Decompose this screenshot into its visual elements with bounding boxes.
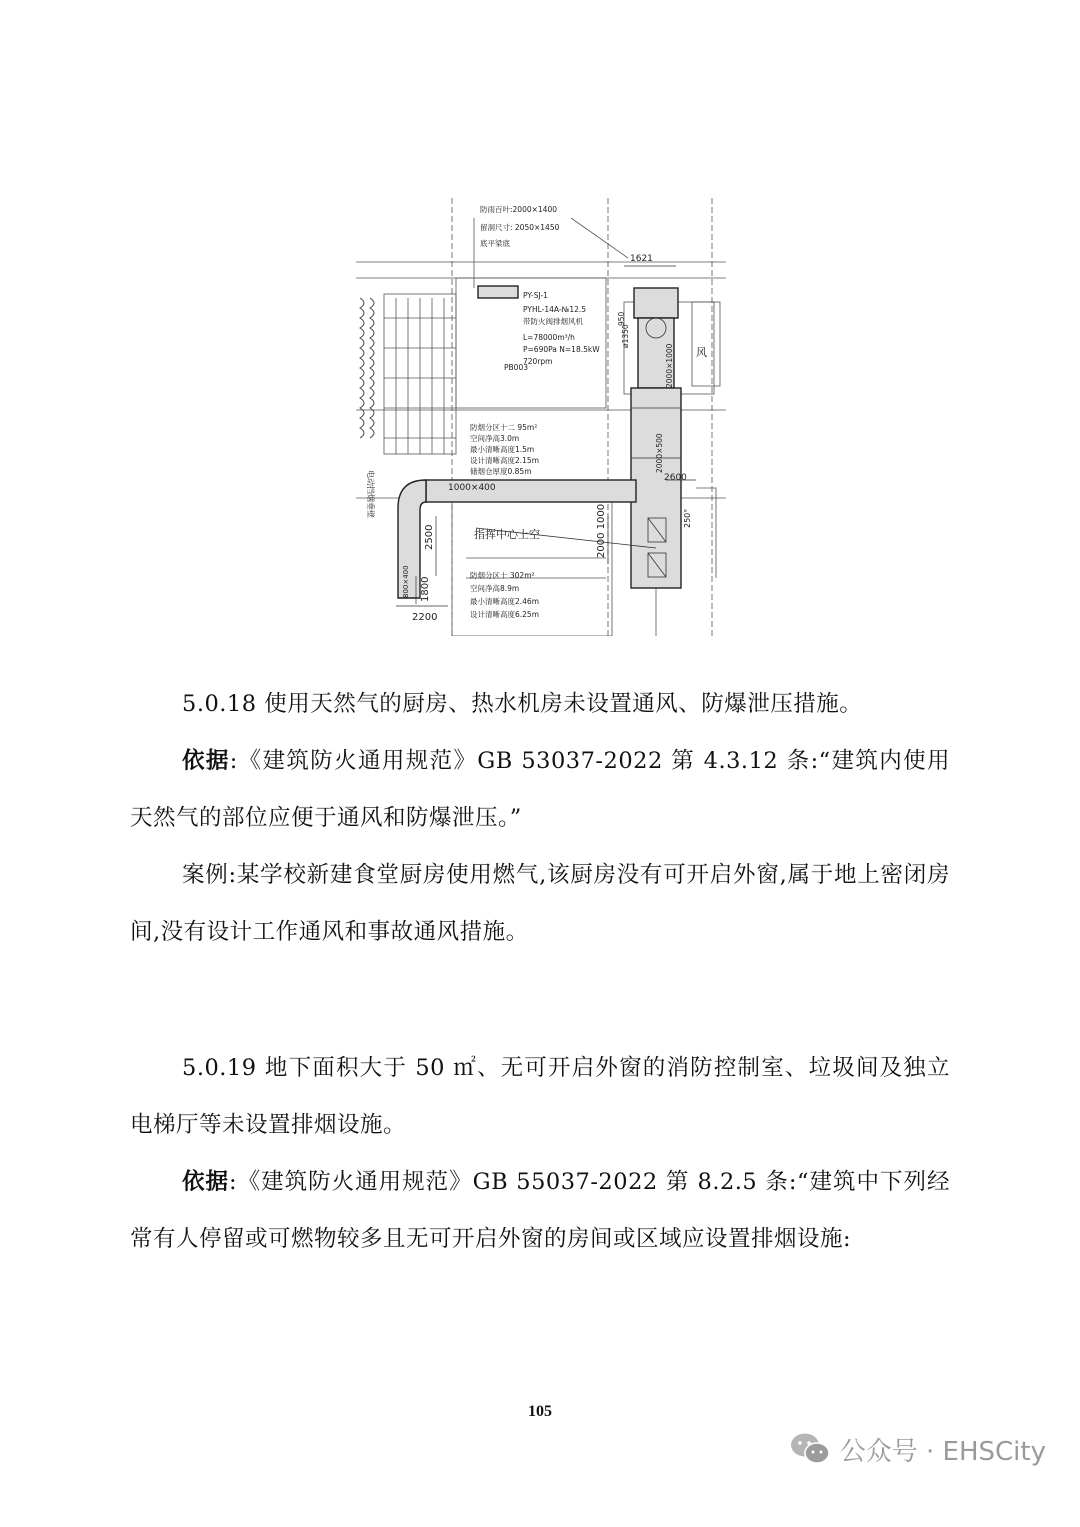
label-zone12-design-clear: 设计清晰高度2.15m <box>470 456 540 465</box>
label-zone12-height: 空间净高3.0m <box>470 434 520 443</box>
basis-text: :《建筑防火通用规范》GB 53037-2022 第 4.3.12 条:“建筑内使用天然气的部位应便于通风和防爆泄压。” <box>130 748 950 831</box>
label-fan-id: PY-SJ-1 <box>523 291 548 300</box>
label-zone10-min-clear: 最小清晰高度2.46m <box>470 597 540 606</box>
label-fan-pressure: P=690Pa N=18.5kW <box>523 345 600 354</box>
case-label: 案例 <box>182 862 229 888</box>
label-side-smoke-barrier: 电动挡烟垂壁 <box>366 470 375 518</box>
case-text: :某学校新建食堂厨房使用燃气,该厨房没有可开启外窗,属于地上密闭房间,没有设计工作通风和事故通风措施。 <box>130 862 950 945</box>
wechat-icon <box>790 1431 830 1467</box>
label-command-center: 指挥中心上空 <box>474 528 540 541</box>
label-zone10-title: 防烟分区十 302m² <box>470 571 535 580</box>
watermark <box>790 1429 1046 1469</box>
label-bottom-flush: 底平梁底 <box>480 239 510 248</box>
label-duct-1000x400: 1000×400 <box>448 483 496 493</box>
label-duct-2000x500: 2000×500 <box>655 433 664 473</box>
label-feng: 风 <box>696 346 707 359</box>
label-dim-950: 950 <box>617 311 626 326</box>
label-dim-1621: 1621 <box>630 254 653 264</box>
label-dim-2500: 2500 <box>424 524 435 550</box>
label-dim-2600: 2600 <box>664 473 687 483</box>
label-duct-2000x1000-vertical: 2000×1000 <box>665 343 674 388</box>
label-fan-room-opening: 防雨百叶:2000×1400 <box>480 205 557 214</box>
label-zone12-title: 防烟分区十二 95m² <box>470 423 538 432</box>
section-5-0-18-basis <box>130 733 950 847</box>
label-zone12-min-clear: 最小清晰高度1.5m <box>470 445 535 454</box>
basis-label: 依据 <box>182 748 230 774</box>
label-dim-1800: 1800 <box>420 576 431 602</box>
basis-label: 依据 <box>182 1169 230 1195</box>
section-5-0-18-heading: 5.0.18 使用天然气的厨房、热水机房未设置通风、防爆泄压措施。 <box>182 691 863 717</box>
label-zone12-smoke-layer: 储烟仓厚度0.85m <box>470 467 532 476</box>
basis-text: :《建筑防火通用规范》GB 55037-2022 第 8.2.5 条:“建筑中下列经常有人停留或可燃物较多且无可开启外窗的房间或区域应设置排烟设施: <box>130 1169 950 1252</box>
label-dim-2200: 2200 <box>412 612 438 623</box>
label-dim-1350: ø1350 <box>621 324 630 348</box>
label-dim-250: 250° <box>683 508 692 528</box>
label-fan-speed: 720rpm <box>523 357 553 366</box>
page-number: 105 <box>528 1403 552 1420</box>
section-5-0-18-case <box>130 847 950 961</box>
section-5-0-19-basis <box>130 1154 950 1268</box>
section-5-0-19-heading: 5.0.19 地下面积大于 50 ㎡、无可开启外窗的消防控制室、垃圾间及独立电梯厅等未设置排烟设施。 <box>130 1055 950 1138</box>
label-fan-flow: L=78000m³/h <box>523 333 575 342</box>
watermark-text: 公众号 · EHSCity <box>839 1436 1046 1467</box>
label-zone10-design-clear: 设计清晰高度6.25m <box>470 610 540 619</box>
label-room-code: PB003 <box>504 363 528 372</box>
label-reserve-size: 留洞尺寸: 2050×1450 <box>480 223 560 232</box>
label-zone10-height: 空间净高8.9m <box>470 584 520 593</box>
label-fan-model: PYHL-14A-№12.5 <box>523 305 587 314</box>
smoke-exhaust-drawing <box>356 198 726 636</box>
label-duct-800x400: 800×400 <box>402 565 410 598</box>
label-fan-type: 带防火阀排烟风机 <box>523 317 583 326</box>
label-duct-2000x1000-low: 2000 1000 <box>596 503 607 558</box>
